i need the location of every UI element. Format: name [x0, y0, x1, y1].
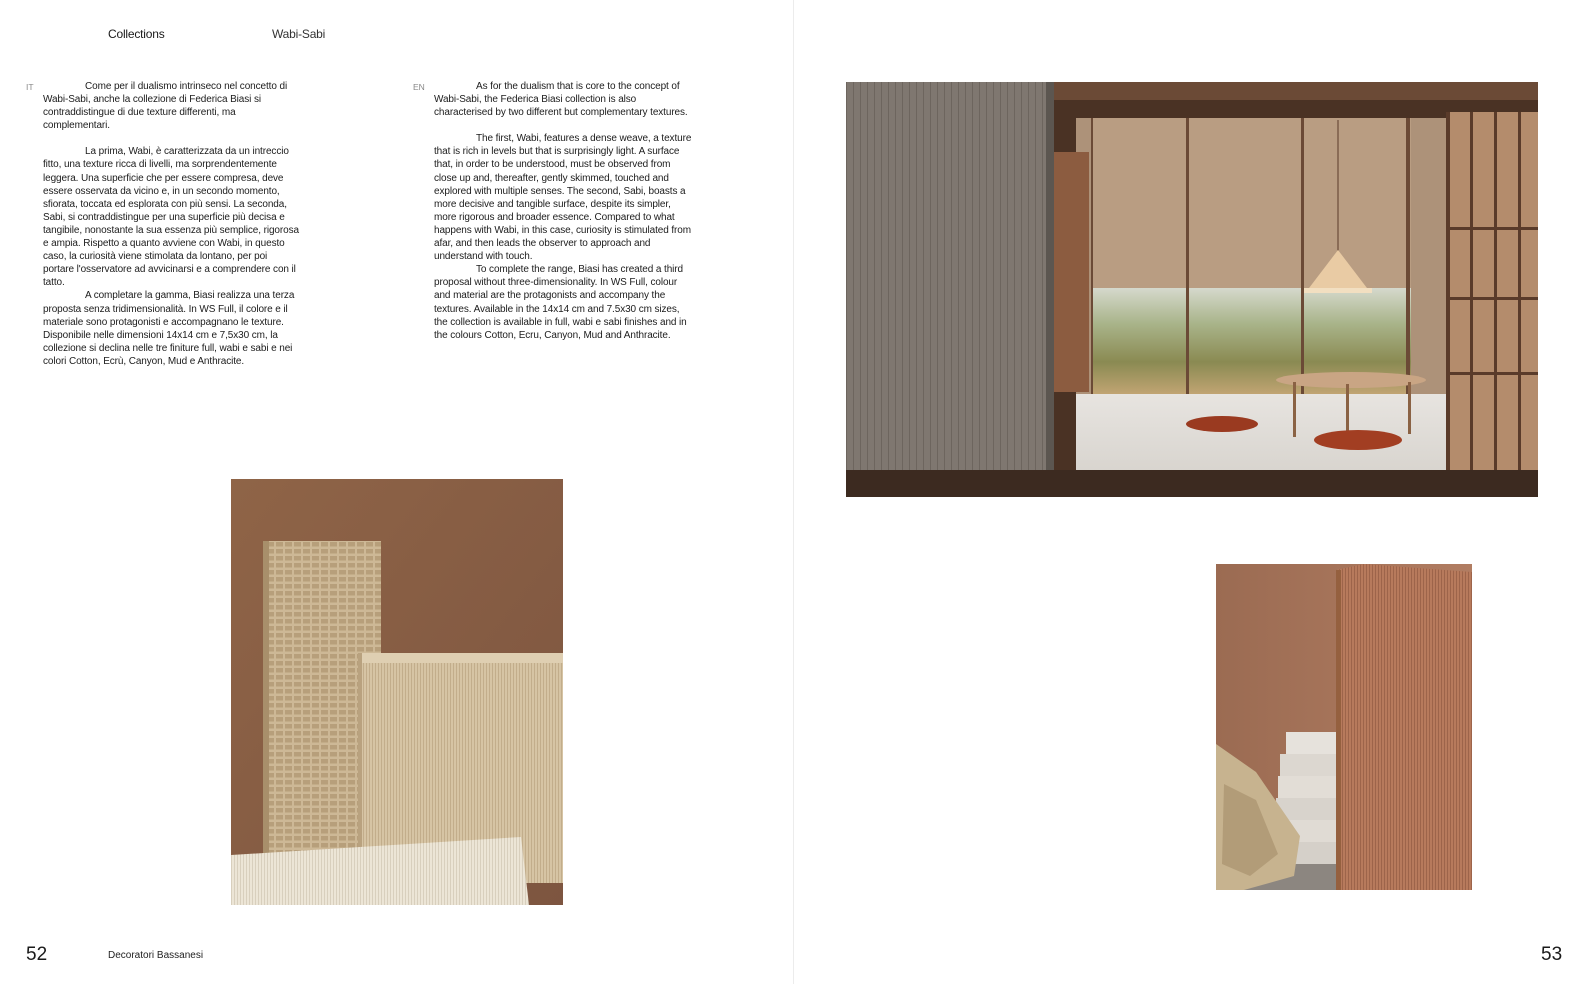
italian-paragraph-intro: Come per il dualismo intrinseco nel concetto di Wabi-Sabi, anche la collezione di Federica Biasi si contraddistingue di due texture differenti, ma complementari. — [43, 81, 288, 132]
page-number-right: 53 — [1541, 944, 1563, 965]
language-label-en: EN — [413, 82, 425, 92]
series-title: Wabi-Sabi — [272, 27, 326, 41]
italian-paragraph-textures: La prima, Wabi, è caratterizzata da un intreccio fitto, una texture ricca di livelli, ma sorprendentemente leggera. Una superficie che per essere compresa, deve essere osservata da vicino e, in un secondo momento, sfiorata, toccata ed esplorata con più sensi. La seconda, Sabi, si contraddistingue per una superficie più decisa e tangibile, nonostante la sua essenza più semplice, rigorosa e ampia. Rispetto a quanto avviene con Wabi, in questo caso, la curiosità viene stimolata da lontano, per poi portare l'osservatore ad avvicinarsi e a comprendere con il tatto. — [43, 146, 299, 289]
english-paragraph-intro: As for the dualism that is core to the concept of Wabi-Sabi, the Federica Biasi collection is also characterised by two different but complementary textures. — [434, 81, 688, 119]
english-paragraph-textures: The first, Wabi, features a dense weave, a texture that is rich in levels but that is surprisingly light. A surface that, in order to be understood, must be observed from close up and, thereafter, gently skimmed, touched and explored with multiple senses. The second, Sabi, boasts a more decisive and tangible surface, despite its simpler, more rigorous and broader essence. Compared to what happens with Wabi, in this case, curiosity is stimulated from afar, and then leads the observer to approach and understand with touch. — [434, 133, 692, 263]
language-label-it: IT — [26, 82, 34, 92]
interior-room-photo — [846, 82, 1538, 497]
english-text-column — [434, 80, 692, 342]
english-paragraph-range: To complete the range, Biasi has created a third proposal without three-dimensionality. In WS Full, colour and material are the protagonists and accompany the textures. Available in the 14x14 cm and 7.5x30 cm sizes, the collection is available in full, wabi e sabi finishes and in the colours Cotton, Ecru, Canyon, Mud and Anthracite. — [434, 264, 687, 341]
terracotta-tiles-photo — [1216, 564, 1472, 890]
terracotta-tiles-image — [1216, 564, 1472, 890]
spread-gutter — [793, 0, 794, 984]
tile-closeup-image — [231, 479, 563, 905]
page-number-left: 52 — [26, 944, 48, 965]
italian-text-column — [43, 80, 300, 368]
italian-paragraph-range: A completare la gamma, Biasi realizza una terza proposta senza tridimensionalità. In WS Full, il colore e il materiale sono protagonisti e accompagnano le texture. Disponibile nelle dimensioni 14x14 cm e 7,5x30 cm, la collezione si declina nelle tre finiture full, wabi e sabi e nei colori Cotton, Ecrù, Canyon, Mud e Anthracite. — [43, 290, 295, 367]
brand-name: Decoratori Bassanesi — [108, 950, 204, 961]
interior-room-image — [846, 82, 1538, 497]
tile-closeup-photo — [231, 479, 563, 905]
section-header: Collections — [108, 27, 165, 41]
